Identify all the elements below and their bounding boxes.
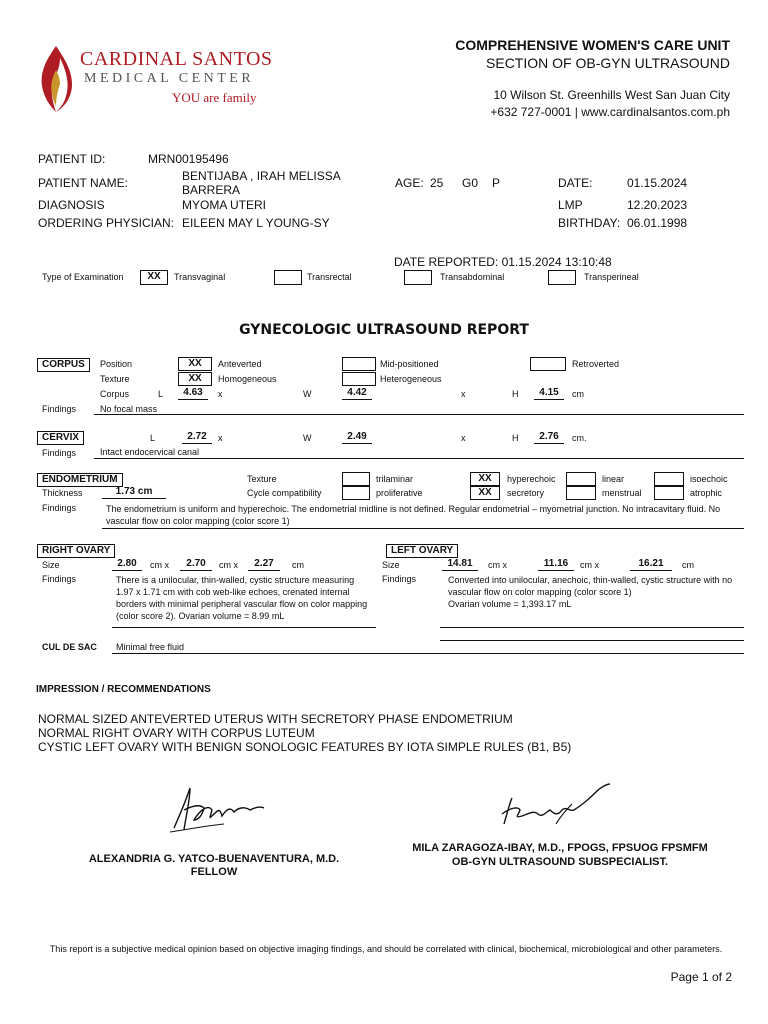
heterogeneous-label: Heterogeneous — [380, 374, 442, 384]
age-value: 25 — [430, 176, 444, 190]
physician-value: EILEEN MAY L YOUNG-SY — [182, 216, 330, 230]
diagnosis-value: MYOMA UTERI — [182, 198, 267, 212]
isoechoic-checkbox[interactable] — [654, 472, 684, 486]
birthday-value: 06.01.1998 — [627, 216, 688, 230]
cervix-width-value: 2.49 — [342, 431, 372, 444]
report-title: GYNECOLOGIC ULTRASOUND REPORT — [239, 322, 529, 338]
menstrual-checkbox[interactable] — [566, 486, 596, 500]
mid-positioned-checkbox[interactable] — [342, 357, 376, 371]
hospital-logo — [38, 44, 273, 116]
corpus-x2: x — [461, 389, 466, 399]
retroverted-checkbox[interactable] — [530, 357, 566, 371]
mid-positioned-label: Mid-positioned — [380, 359, 439, 369]
heterogeneous-checkbox[interactable] — [342, 372, 376, 386]
left-ovary-findings: Converted into unilocular, anechoic, thin-walled, cystic structure with no vascular flow on color mapping (color score 1) — [448, 575, 733, 597]
endometrium-divider — [102, 528, 744, 529]
corpus-dim-label: Corpus — [100, 389, 130, 399]
transvaginal-checkbox[interactable]: XX — [140, 270, 168, 285]
right-ovary-dim-2: 2.70 — [180, 558, 212, 571]
trilaminar-checkbox[interactable] — [342, 472, 370, 486]
cervix-section-title: CERVIX — [37, 431, 84, 445]
retroverted-label: Retroverted — [572, 359, 620, 369]
corpus-divider — [94, 414, 744, 415]
transperineal-checkbox[interactable] — [548, 270, 576, 285]
right-ovary-findings-label: Findings — [42, 574, 77, 584]
anteverted-checkbox[interactable]: XX — [178, 357, 212, 371]
right-ovary-section-title: RIGHT OVARY — [37, 544, 115, 558]
cervix-unit: cm. — [572, 433, 587, 443]
proliferative-checkbox[interactable] — [342, 486, 370, 500]
lmp-value: 12.20.2023 — [627, 198, 688, 212]
corpus-texture-label: Texture — [100, 374, 130, 384]
corpus-findings-label: Findings — [42, 404, 77, 414]
transperineal-label: Transperineal — [584, 272, 639, 282]
corpus-position-label: Position — [100, 359, 133, 369]
right-ovary-unit-1: cm x — [150, 560, 169, 570]
right-signatory-name: MILA ZARAGOZA-IBAY, M.D., FPOGS, FPSUOG FPSMFM — [412, 842, 708, 854]
cervix-x1: x — [218, 433, 223, 443]
left-signature — [164, 780, 274, 840]
cervix-x2: x — [461, 433, 466, 443]
cervix-h-label: H — [512, 433, 519, 443]
right-ovary-divider — [112, 627, 376, 628]
para-value: P — [492, 176, 501, 190]
cervix-height-value: 2.76 — [534, 431, 564, 444]
menstrual-label: menstrual — [602, 488, 642, 498]
exam-type-label: Type of Examination — [42, 272, 124, 282]
date-reported: DATE REPORTED: 01.15.2024 13:10:48 — [394, 255, 612, 269]
patient-name-value-1: BENTIJABA , IRAH MELISSA — [182, 169, 341, 183]
physician-label: ORDERING PHYSICIAN: — [38, 216, 175, 230]
patient-id-value: MRN00195496 — [148, 152, 229, 166]
left-signatory-name: ALEXANDRIA G. YATCO-BUENAVENTURA, M.D. — [88, 853, 340, 865]
transrectal-checkbox[interactable] — [274, 270, 302, 285]
contact-info: +632 727-0001 | www.cardinalsantos.com.ph — [490, 105, 730, 119]
isoechoic-label: isoechoic — [690, 474, 728, 484]
page-number: Page 1 of 2 — [670, 970, 732, 984]
cervix-w-label: W — [303, 433, 312, 443]
cervix-divider — [94, 458, 744, 459]
hyperechoic-checkbox[interactable]: XX — [470, 472, 500, 486]
corpus-unit: cm — [572, 389, 584, 399]
corpus-height-value: 4.15 — [534, 387, 564, 400]
corpus-section-title: CORPUS — [37, 358, 90, 372]
left-ovary-section-title: LEFT OVARY — [386, 544, 458, 558]
endometrium-findings: The endometrium is uniform and hyperechoic. The endometrial midline is not defined. Regular endometrial – myometrial junction. No intracavitary fluid. No vascular flow on color mapping (color score 1) — [106, 504, 721, 526]
impression-line-2: NORMAL RIGHT OVARY WITH CORPUS LUTEUM — [38, 726, 315, 740]
lmp-label: LMP — [558, 198, 583, 212]
left-signatory-title: FELLOW — [190, 866, 238, 878]
impression-line-3: CYSTIC LEFT OVARY WITH BENIGN SONOLOGIC FEATURES BY IOTA SIMPLE RULES (B1, B5) — [38, 740, 572, 754]
brand-name: CARDINAL SANTOS — [80, 48, 273, 70]
disclaimer: This report is a subjective medical opinion based on objective imaging findings, and should be correlated with clinical, biochemical, microbiological and other parameters. — [49, 944, 723, 954]
thickness-value: 1.73 cm — [102, 486, 166, 499]
impression-line-1: NORMAL SIZED ANTEVERTED UTERUS WITH SECRETORY PHASE ENDOMETRIUM — [38, 712, 513, 726]
corpus-findings: No focal mass — [100, 404, 158, 414]
secretory-checkbox[interactable]: XX — [470, 486, 500, 500]
transabdominal-checkbox[interactable] — [404, 270, 432, 285]
left-ovary-volume: Ovarian volume = 1,393.17 mL — [448, 599, 572, 609]
corpus-x1: x — [218, 389, 223, 399]
cul-de-sac-divider — [112, 653, 744, 654]
cul-de-sac-label: CUL DE SAC — [42, 642, 97, 652]
date-label: DATE: — [558, 176, 593, 190]
right-ovary-dim-3: 2.27 — [248, 558, 280, 571]
left-ovary-dim-2: 11.16 — [538, 558, 574, 571]
patient-id-label: PATIENT ID: — [38, 152, 106, 166]
left-ovary-unit-3: cm — [682, 560, 694, 570]
transvaginal-label: Transvaginal — [174, 272, 226, 282]
left-ovary-dim-1: 14.81 — [442, 558, 478, 571]
impression-title: IMPRESSION / RECOMMENDATIONS — [36, 684, 211, 695]
left-ovary-divider — [440, 627, 744, 628]
left-ovary-divider-2 — [440, 640, 744, 641]
corpus-h-label: H — [512, 389, 519, 399]
homogeneous-checkbox[interactable]: XX — [178, 372, 212, 386]
section-title: SECTION OF OB-GYN ULTRASOUND — [486, 55, 730, 71]
endometrium-findings-label: Findings — [42, 503, 77, 513]
cycle-compat-label: Cycle compatibility — [247, 488, 322, 498]
left-ovary-size-label: Size — [382, 560, 400, 570]
flame-logo-icon — [38, 44, 74, 114]
date-value: 01.15.2024 — [627, 176, 688, 190]
diagnosis-label: DIAGNOSIS — [38, 198, 105, 212]
cervix-l-label: L — [150, 433, 156, 443]
cul-de-sac-value: Minimal free fluid — [116, 642, 185, 652]
transrectal-label: Transrectal — [307, 272, 352, 282]
left-ovary-unit-1: cm x — [488, 560, 507, 570]
right-signatory-title: OB-GYN ULTRASOUND SUBSPECIALIST. — [451, 856, 669, 868]
left-ovary-findings-label: Findings — [382, 574, 417, 584]
thickness-label: Thickness — [42, 488, 83, 498]
right-ovary-unit-3: cm — [292, 560, 304, 570]
endometrium-section-title: ENDOMETRIUM — [37, 473, 123, 487]
brand-subtitle: MEDICAL CENTER — [84, 71, 255, 86]
right-ovary-unit-2: cm x — [219, 560, 238, 570]
corpus-w-label: W — [303, 389, 312, 399]
endometrium-texture-label: Texture — [247, 474, 277, 484]
anteverted-label: Anteverted — [218, 359, 262, 369]
atrophic-checkbox[interactable] — [654, 486, 684, 500]
unit-title: COMPREHENSIVE WOMEN'S CARE UNIT — [455, 37, 730, 53]
cervix-findings: Intact endocervical canal — [100, 447, 200, 457]
hyperechoic-label: hyperechoic — [507, 474, 556, 484]
birthday-label: BIRTHDAY: — [558, 216, 621, 230]
gravida-value: G0 — [462, 176, 479, 190]
right-ovary-findings: There is a unilocular, thin-walled, cystic structure measuring 1.97 x 1.71 cm with cob web-like echoes, crenated internal borders with minimal peripheral vascular flow on color mapping (color score 2). Ovarian volume = 8.99 mL — [116, 575, 368, 621]
age-label: AGE: — [395, 176, 424, 190]
address: 10 Wilson St. Greenhills West San Juan City — [493, 88, 730, 102]
patient-name-value-2: BARRERA — [182, 183, 241, 197]
cervix-findings-label: Findings — [42, 448, 77, 458]
corpus-length-value: 4.63 — [178, 387, 208, 400]
corpus-l-label: L — [158, 389, 164, 399]
atrophic-label: atrophic — [690, 488, 723, 498]
patient-name-label: PATIENT NAME: — [38, 176, 129, 190]
cervix-length-value: 2.72 — [182, 431, 212, 444]
linear-checkbox[interactable] — [566, 472, 596, 486]
proliferative-label: proliferative — [376, 488, 423, 498]
brand-tagline: YOU are family — [172, 90, 257, 105]
right-ovary-size-label: Size — [42, 560, 60, 570]
right-ovary-dim-1: 2.80 — [112, 558, 142, 571]
right-signature — [496, 780, 616, 840]
trilaminar-label: trilaminar — [376, 474, 414, 484]
homogeneous-label: Homogeneous — [218, 374, 277, 384]
left-ovary-unit-2: cm x — [580, 560, 599, 570]
transabdominal-label: Transabdominal — [440, 272, 505, 282]
linear-label: linear — [602, 474, 625, 484]
left-ovary-dim-3: 16.21 — [630, 558, 672, 571]
corpus-width-value: 4.42 — [342, 387, 372, 400]
secretory-label: secretory — [507, 488, 545, 498]
